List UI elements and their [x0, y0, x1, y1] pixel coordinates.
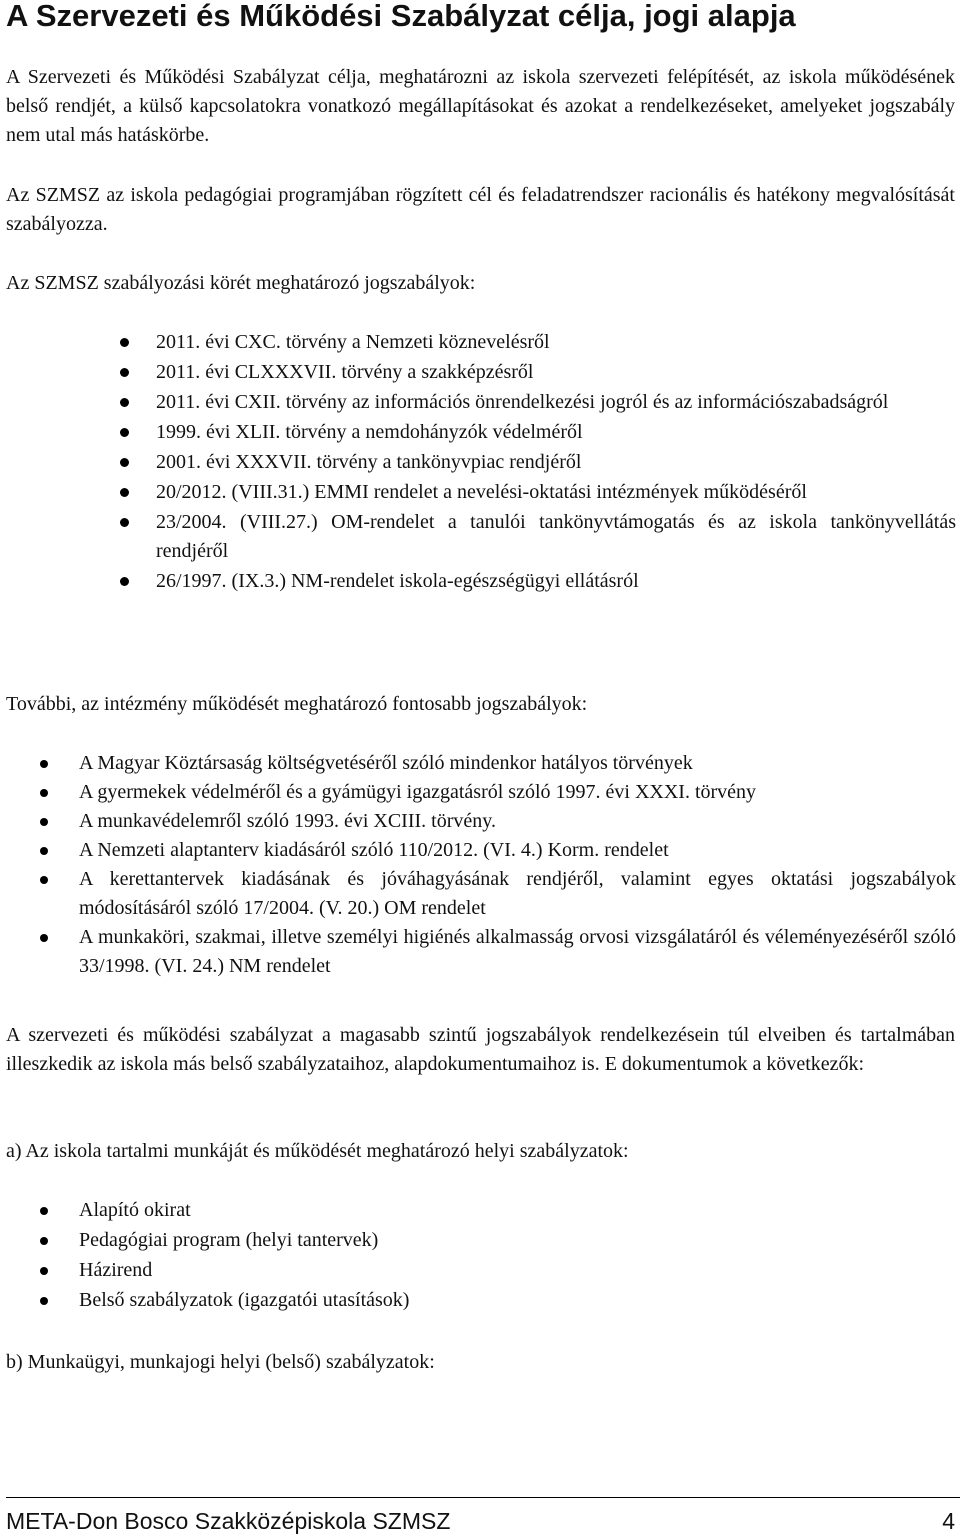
list-item: 1999. évi XLII. törvény a nemdohányzók védelméről — [156, 418, 956, 447]
paragraph-further-intro: További, az intézmény működését meghatározó fontosabb jogszabályok: — [6, 693, 588, 715]
list-item: 26/1997. (IX.3.) NM-rendelet iskola-egészségügyi ellátásról — [156, 567, 956, 596]
list-item: 2011. évi CXII. törvény az információs önrendelkezési jogról és az információszabadságról — [156, 388, 956, 417]
list-item: Pedagógiai program (helyi tantervek) — [79, 1226, 956, 1255]
paragraph-internal-docs: A szervezeti és működési szabályzat a magasabb szintű jogszabályok rendelkezésein túl elveiben és tartalmában illeszkedik az iskola más belső szabályzataihoz, alapdokumentumaihoz is. E dokumentumok a következők: — [6, 1024, 955, 1075]
footer-school-name: META-Don Bosco Szakközépiskola SZMSZ — [6, 1508, 451, 1534]
page-title: A Szervezeti és Működési Szabályzat célja, jogi alapja — [6, 0, 796, 33]
list-item: A munkaköri, szakmai, illetve személyi higiénés alkalmasság orvosi vizsgálatáról és véleményezéséről szóló 33/1998. (VI. 24.) NM rendelet — [79, 923, 956, 981]
document-page — [6, 0, 955, 1537]
page-number: 4 — [942, 1508, 955, 1534]
list-item: A Nemzeti alaptanterv kiadásáról szóló 110/2012. (VI. 4.) Korm. rendelet — [79, 836, 956, 865]
list-item: A kerettantervek kiadásának és jóváhagyásának rendjéről, valamint egyes oktatási jogszabályok módosításáról szóló 17/2004. (V. 20.) OM rendelet — [79, 865, 956, 923]
list-item: 2011. évi CXC. törvény a Nemzeti köznevelésről — [156, 328, 956, 357]
laws-list — [156, 328, 956, 596]
list-item: Belső szabályzatok (igazgatói utasítások) — [79, 1286, 956, 1315]
list-item: A gyermekek védelméről és a gyámügyi igazgatásról szóló 1997. évi XXXI. törvény — [79, 778, 956, 807]
list-item: A Magyar Köztársaság költségvetéséről szóló mindenkor hatályos törvények — [79, 749, 956, 778]
list-item: A munkavédelemről szóló 1993. évi XCIII. törvény. — [79, 807, 956, 836]
footer-divider — [6, 1497, 960, 1498]
paragraph-laws-intro: Az SZMSZ szabályozási körét meghatározó jogszabályok: — [6, 272, 476, 294]
list-item: Alapító okirat — [79, 1196, 956, 1225]
paragraph-goal: Az SZMSZ az iskola pedagógiai programjában rögzített cél és feladatrendszer racionális és hatékony megvalósítását szabályozza. — [6, 184, 955, 235]
local-documents-list — [79, 1196, 956, 1316]
paragraph-section-a: a) Az iskola tartalmi munkáját és működését meghatározó helyi szabályzatok: — [6, 1140, 629, 1162]
list-item: 2001. évi XXXVII. törvény a tankönyvpiac rendjéről — [156, 448, 956, 477]
paragraph-purpose: A Szervezeti és Működési Szabályzat célja, meghatározni az iskola szervezeti felépítését, az iskola működésének belső rendjét, a külső kapcsolatokra vonatkozó megállapításokat és azokat a rendelkezéseket, amelyeket jogszabály nem utal más hatáskörbe. — [6, 66, 955, 146]
list-item: 2011. évi CLXXXVII. törvény a szakképzésről — [156, 358, 956, 387]
further-laws-list — [79, 749, 956, 981]
paragraph-section-b: b) Munkaügyi, munkajogi helyi (belső) szabályzatok: — [6, 1351, 435, 1373]
list-item: Házirend — [79, 1256, 956, 1285]
list-item: 23/2004. (VIII.27.) OM-rendelet a tanulói tankönyvtámogatás és az iskola tankönyvellátás rendjéről — [156, 508, 956, 566]
list-item: 20/2012. (VIII.31.) EMMI rendelet a nevelési-oktatási intézmények működéséről — [156, 478, 956, 507]
